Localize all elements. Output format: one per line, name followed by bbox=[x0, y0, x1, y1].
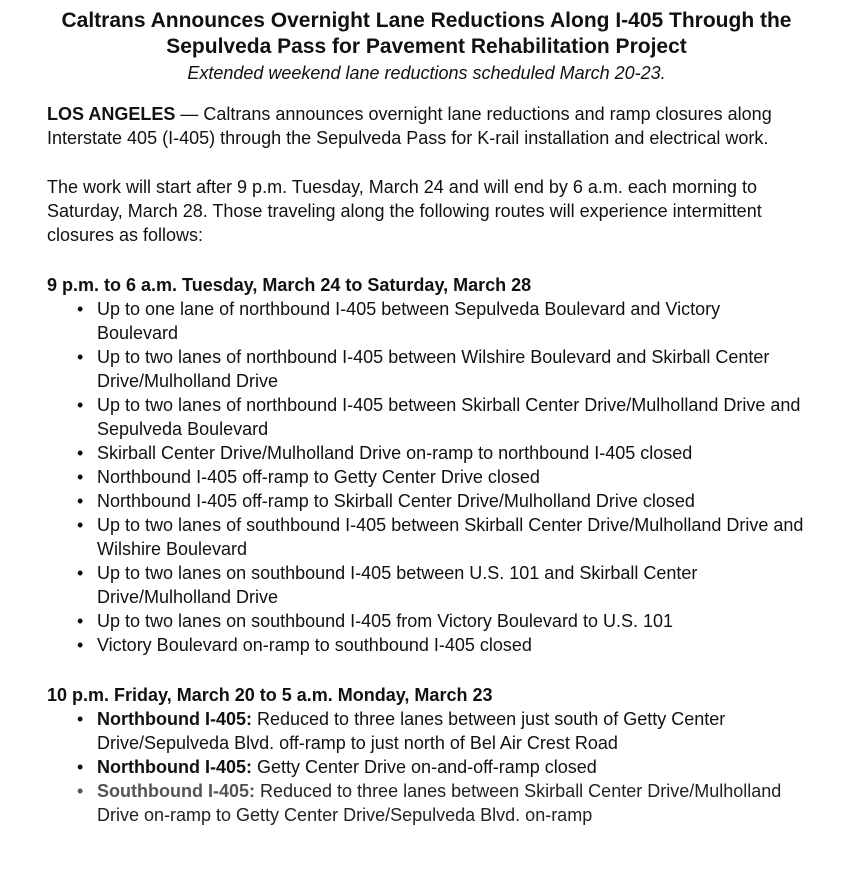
list-item bbox=[77, 755, 806, 779]
bullet-icon: • bbox=[77, 709, 84, 729]
dateline: LOS ANGELES bbox=[47, 104, 176, 124]
bullet-icon: • bbox=[77, 395, 84, 415]
list-item-text: Skirball Center Drive/Mulholland Drive on-ramp to northbound I-405 closed bbox=[97, 443, 693, 463]
bullet-icon: • bbox=[77, 491, 84, 511]
list-item-text: Up to two lanes of southbound I-405 between Skirball Center Drive/Mulholland Drive and Wilshire Boulevard bbox=[97, 515, 804, 559]
list-item-text: Northbound I-405 off-ramp to Getty Center Drive closed bbox=[97, 467, 540, 487]
closure-list bbox=[47, 297, 806, 657]
bullet-icon: • bbox=[77, 515, 84, 535]
list-item bbox=[77, 465, 806, 489]
list-item-text: Reduced to three lanes between just south of Getty Center Drive/Sepulveda Blvd. off-ramp to just north of Bel Air Crest Road bbox=[97, 709, 726, 753]
intro-paragraph bbox=[47, 102, 806, 150]
list-item-text: Up to two lanes on southbound I-405 from Victory Boulevard to U.S. 101 bbox=[97, 611, 673, 631]
list-item bbox=[77, 707, 806, 755]
direction-label: Southbound I-405: bbox=[97, 781, 255, 801]
bullet-icon: • bbox=[77, 299, 84, 319]
list-item-text: Up to two lanes of northbound I-405 between Skirball Center Drive/Mulholland Drive and Sepulveda Boulevard bbox=[97, 395, 801, 439]
list-item bbox=[77, 489, 806, 513]
bullet-icon: • bbox=[77, 347, 84, 367]
list-item-text: Getty Center Drive on-and-off-ramp closed bbox=[252, 757, 597, 777]
intro-text: — Caltrans announces overnight lane reductions and ramp closures along Interstate 405 (I-405) through the Sepulveda Pass for K-rail installation and electrical work. bbox=[47, 104, 772, 148]
section-heading: 9 p.m. to 6 a.m. Tuesday, March 24 to Saturday, March 28 bbox=[47, 275, 532, 295]
bullet-icon: • bbox=[77, 757, 84, 777]
bullet-icon: • bbox=[77, 467, 84, 487]
bullet-icon: • bbox=[77, 443, 84, 463]
list-item-text: Northbound I-405 off-ramp to Skirball Center Drive/Mulholland Drive closed bbox=[97, 491, 695, 511]
list-item bbox=[77, 345, 806, 393]
schedule-paragraph: The work will start after 9 p.m. Tuesday, March 24 and will end by 6 a.m. each morning to Saturday, March 28. Those traveling along the following routes will experience intermittent closures as follows: bbox=[47, 177, 762, 245]
list-item bbox=[77, 779, 806, 827]
list-item-text: Reduced to three lanes between Skirball Center Drive/Mulholland Drive on-ramp to Getty Center Drive/Sepulveda Blvd. on-ramp bbox=[97, 781, 782, 825]
bullet-icon: • bbox=[77, 563, 84, 583]
list-item bbox=[77, 297, 806, 345]
list-item bbox=[77, 441, 806, 465]
bullet-icon: • bbox=[77, 611, 84, 631]
closure-list bbox=[47, 707, 806, 827]
list-item bbox=[77, 561, 806, 609]
press-release-page bbox=[0, 8, 842, 895]
list-item-text: Victory Boulevard on-ramp to southbound I-405 closed bbox=[97, 635, 532, 655]
direction-label: Northbound I-405: bbox=[97, 709, 252, 729]
list-item bbox=[77, 513, 806, 561]
subheadline: Extended weekend lane reductions scheduled March 20-23. bbox=[187, 63, 666, 83]
list-item bbox=[77, 393, 806, 441]
list-item-text: Up to two lanes of northbound I-405 between Wilshire Boulevard and Skirball Center Drive/Mulholland Drive bbox=[97, 347, 770, 391]
list-item bbox=[77, 609, 806, 633]
section-heading: 10 p.m. Friday, March 20 to 5 a.m. Monday, March 23 bbox=[47, 685, 493, 705]
headline: Caltrans Announces Overnight Lane Reductions Along I-405 Through the Sepulveda Pass for Pavement Rehabilitation Project bbox=[61, 9, 792, 58]
list-item-text: Up to two lanes on southbound I-405 between U.S. 101 and Skirball Center Drive/Mulholland Drive bbox=[97, 563, 698, 607]
bullet-icon: • bbox=[77, 635, 84, 655]
list-item-text: Up to one lane of northbound I-405 between Sepulveda Boulevard and Victory Boulevard bbox=[97, 299, 721, 343]
bullet-icon: • bbox=[77, 781, 84, 801]
direction-label: Northbound I-405: bbox=[97, 757, 252, 777]
list-item bbox=[77, 633, 806, 657]
